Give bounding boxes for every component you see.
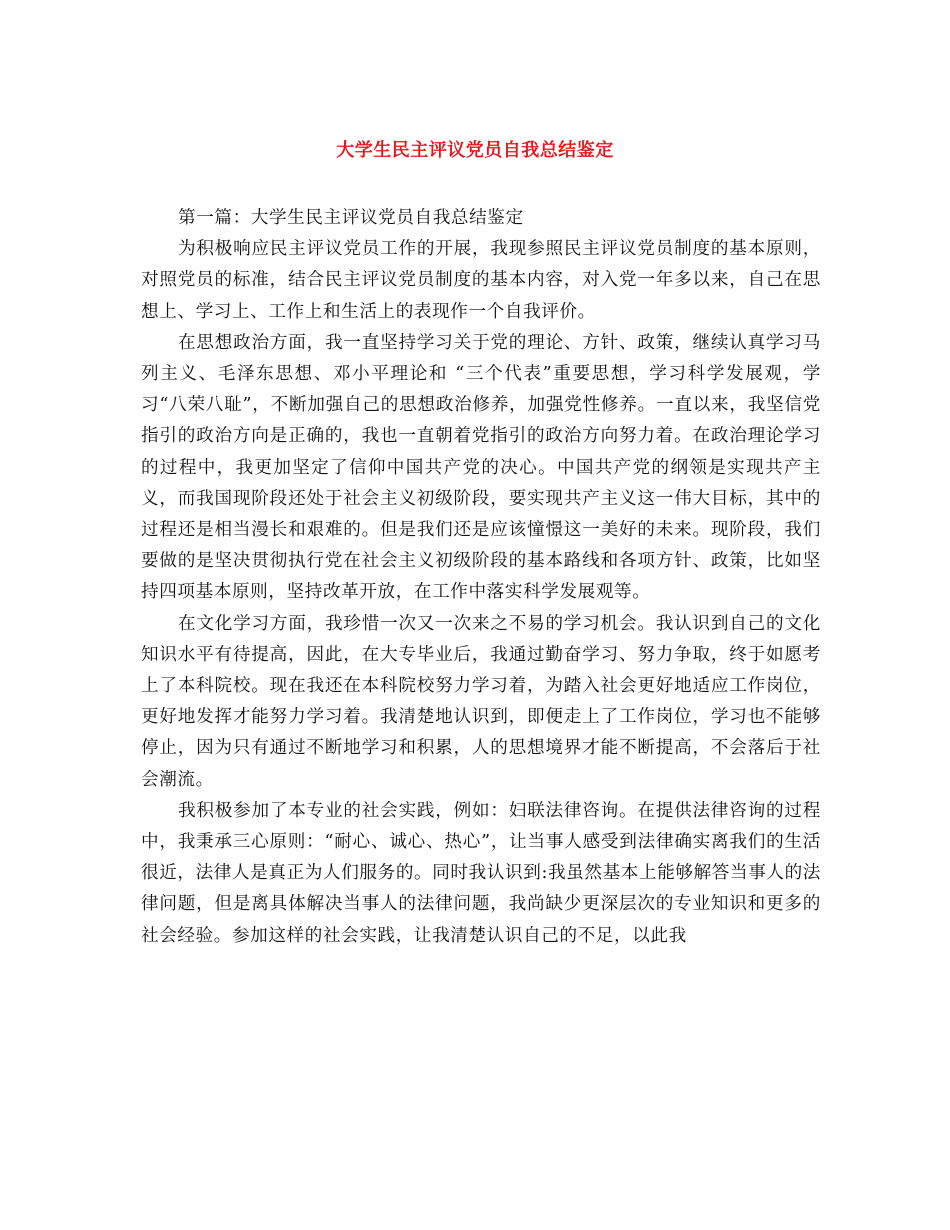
section-heading: 第一篇：大学生民主评议党员自我总结鉴定 bbox=[178, 208, 524, 228]
paragraph-practice: 我积极参加了本专业的社会实践，例如：妇联法律咨询。在提供法律咨询的过程中，我秉承三心原则：“耐心、诚心、热心”，让当事人感受到法律确实离我们的生活很近，法律人是真正为人们服务的。同时我认识到:我虽然基本上能够解答当事人的法律问题，但是离具体解决当事人的法律问题，我尚缺少更深层次的专业知识和更多的社会经验。参加这样的社会实践，让我清楚认识自己的不足，以此我 bbox=[141, 800, 821, 946]
paragraph-intro: 为积极响应民主评议党员工作的开展，我现参照民主评议党员制度的基本原则，对照党员的标准，结合民主评议党员制度的基本内容，对入党一年多以来，自己在思想上、学习上、工作上和生活上的表现作一个自我评价。 bbox=[141, 239, 821, 322]
paragraph-study: 在文化学习方面，我珍惜一次又一次来之不易的学习机会。我认识到自己的文化知识水平有待提高，因此，在大专毕业后，我通过勤奋学习、努力争取，终于如愿考上了本科院校。现在我还在本科院校努力学习着，为踏入社会更好地适应工作岗位，更好地发挥才能努力学习着。我清楚地认识到，即便走上了工作岗位，学习也不能够停止，因为只有通过不断地学习和积累，人的思想境界才能不断提高，不会落后于社会潮流。 bbox=[141, 613, 821, 790]
document-title: 大学生民主评议党员自我总结鉴定 bbox=[336, 140, 614, 161]
document-body bbox=[141, 203, 821, 952]
paragraph-political: 在思想政治方面，我一直坚持学习关于党的理论、方针、政策，继续认真学习马列主义、毛泽东思想、邓小平理论和 “三个代表”重要思想，学习科学发展观，学习“八荣八耻”，不断加强自己的思想政治修养，加强党性修养。一直以来，我坚信党指引的政治方向是正确的，我也一直朝着党指引的政治方向努力着。在政治理论学习的过程中，我更加坚定了信仰中国共产党的决心。中国共产党的纲领是实现共产主义，而我国现阶段还处于社会主义初级阶段，要实现共产主义这一伟大目标，其中的过程还是相当漫长和艰难的。但是我们还是应该憧憬这一美好的未来。现阶段，我们要做的是坚决贯彻执行党在社会主义初级阶段的基本路线和各项方针、政策，比如坚持四项基本原则，坚持改革开放，在工作中落实科学发展观等。 bbox=[141, 332, 821, 603]
